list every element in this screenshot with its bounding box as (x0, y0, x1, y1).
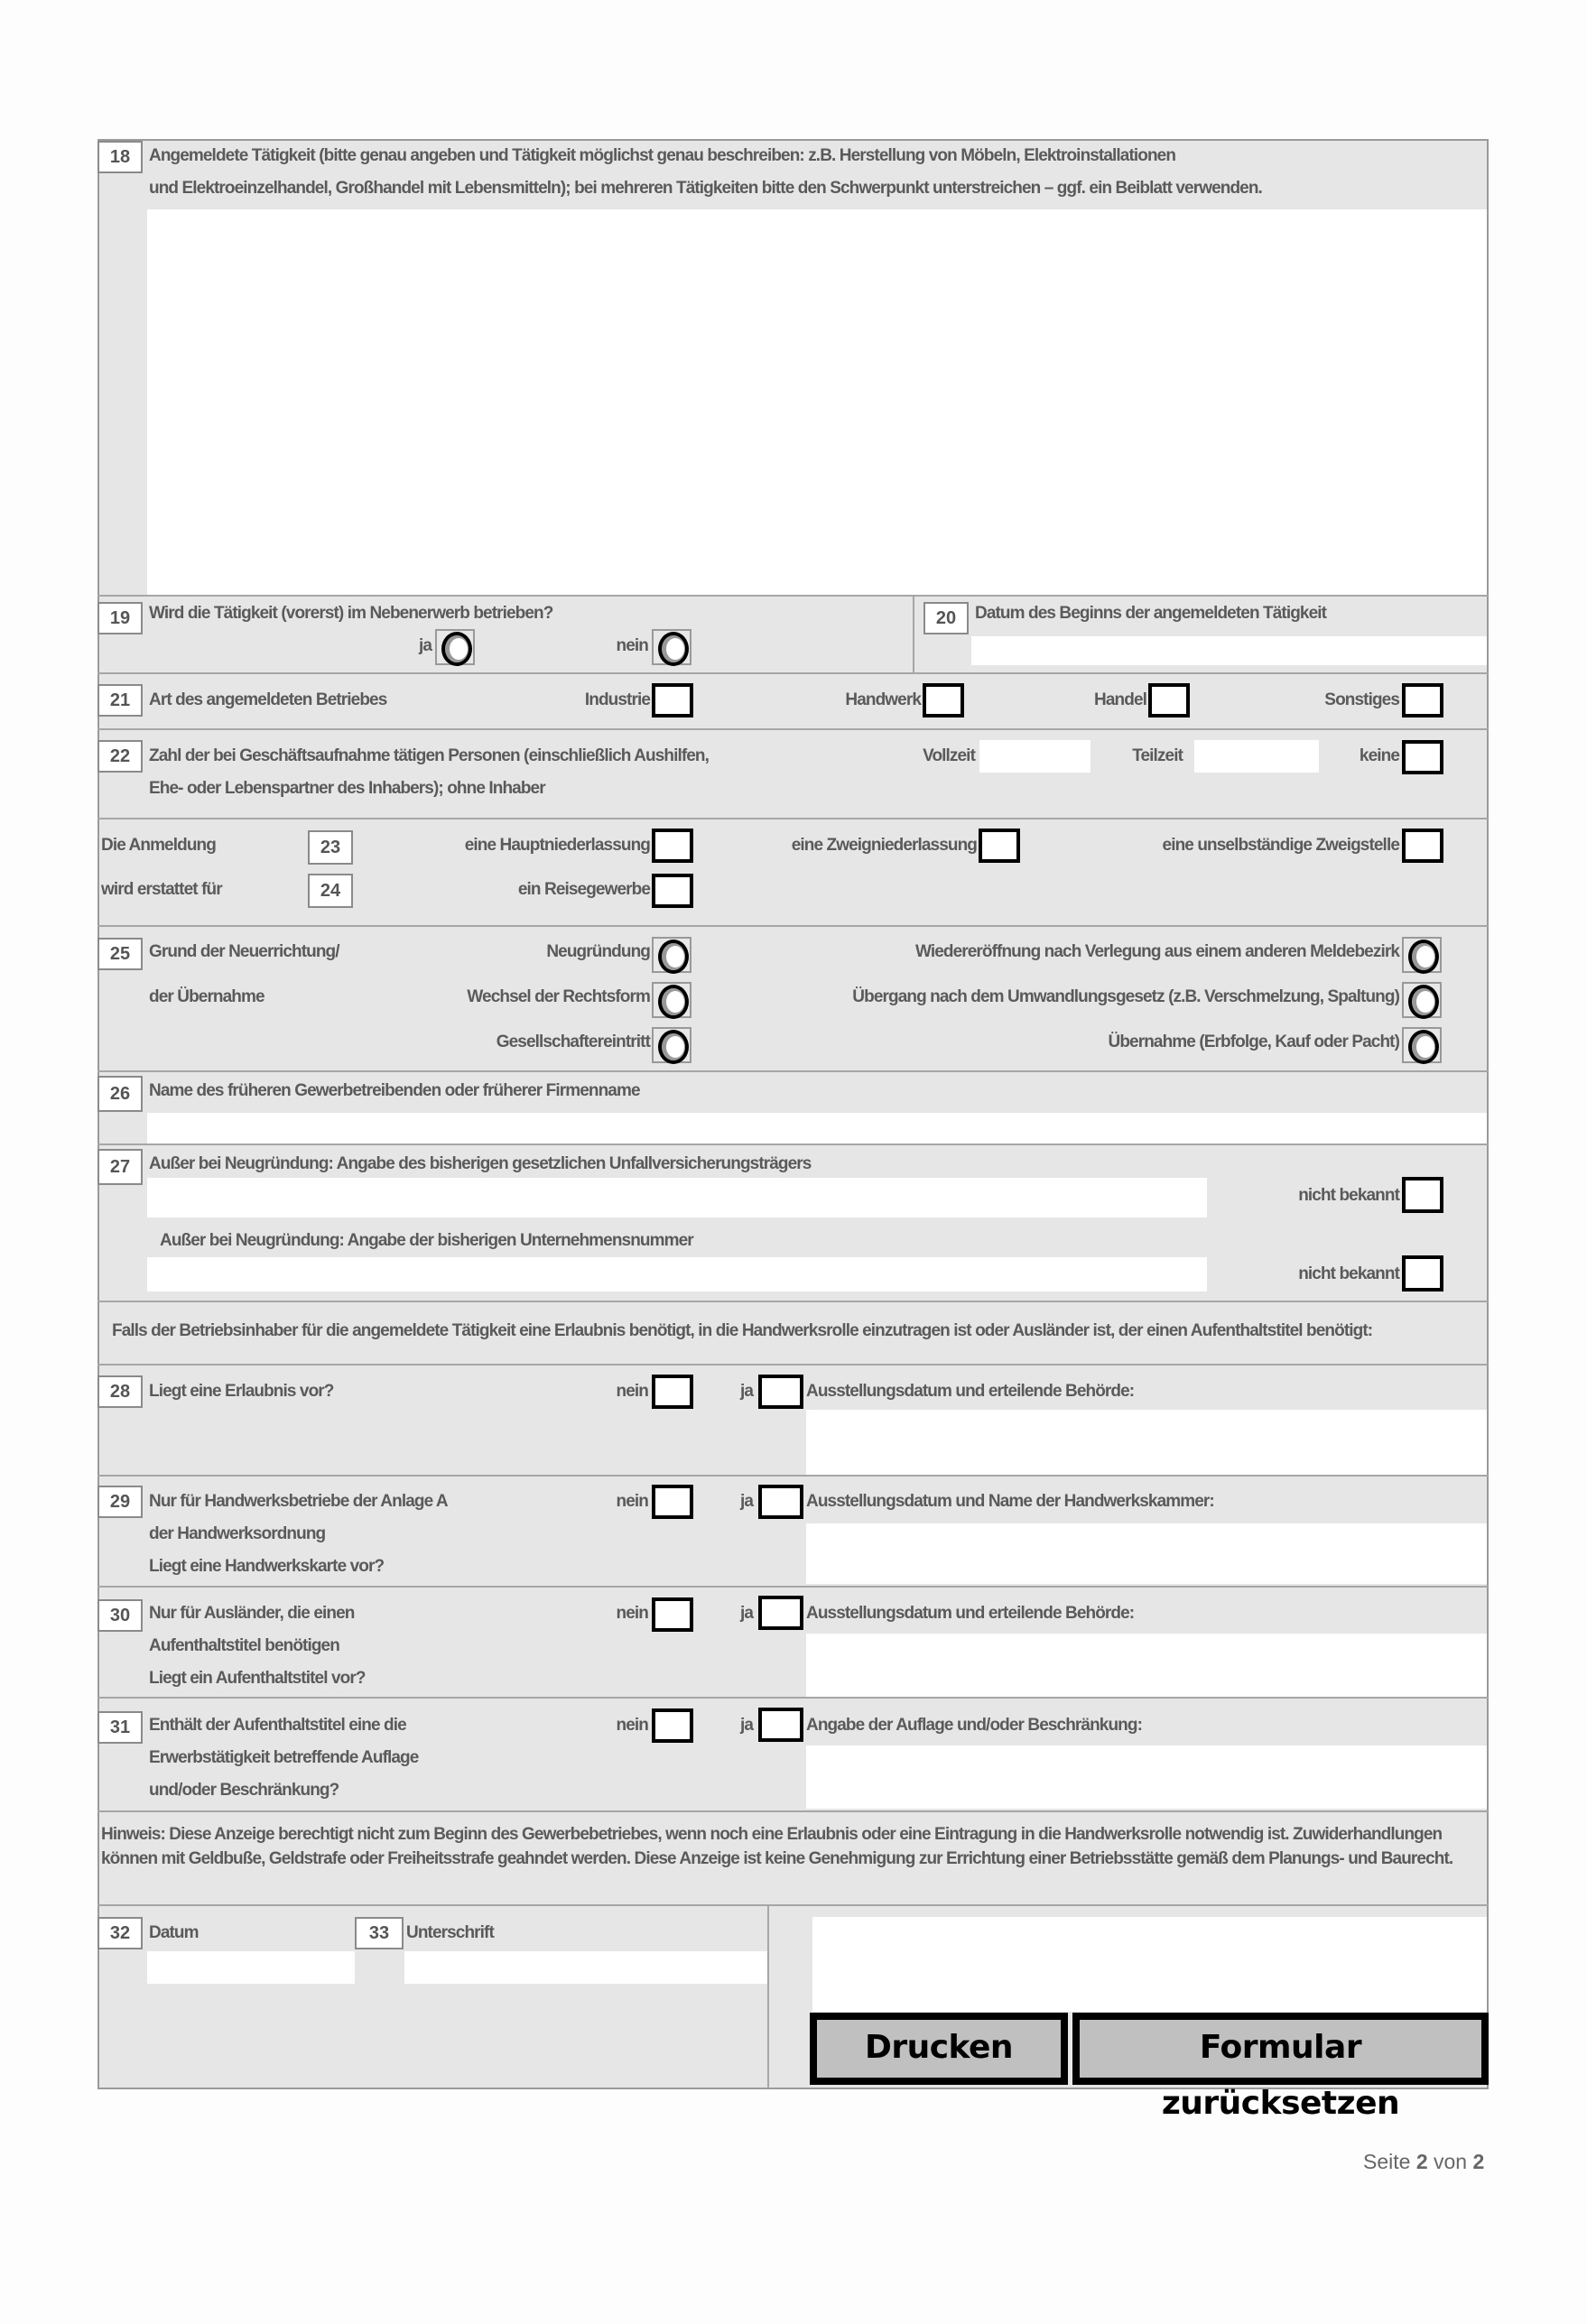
no-label: nein (616, 1382, 648, 1401)
previous-name-label: Name des früheren Gewerbetreibenden oder früherer Firmenname (149, 1081, 640, 1100)
craft-label-line2: der Handwerksordnung (149, 1524, 326, 1543)
checkbox-handel[interactable] (1148, 683, 1190, 718)
date-input[interactable] (147, 1951, 355, 1984)
insurer-input[interactable] (147, 1178, 1207, 1218)
checkbox-residence-no[interactable] (652, 1597, 693, 1632)
radio-label-ja: ja (418, 636, 432, 655)
registration-label-line1: Die Anmeldung (101, 836, 216, 855)
checkbox-sonstiges[interactable] (1402, 683, 1443, 718)
radio-ja[interactable] (435, 629, 475, 665)
field-number-31: 31 (97, 1711, 143, 1744)
checkbox-label-sonstiges: Sonstiges (1324, 690, 1399, 709)
no-label: nein (616, 1716, 648, 1735)
yes-label: ja (740, 1604, 754, 1623)
company-number-input[interactable] (147, 1257, 1207, 1292)
registration-label-line2: wird erstattet für (101, 880, 222, 899)
checkbox-residence-yes[interactable] (758, 1596, 803, 1630)
activity-label-line1: Angemeldete Tätigkeit (bitte genau angeben und Tätigkeit möglichst genau beschreiben: z.B. Herstellung von Möbeln, Elektroinstallationen (149, 146, 1176, 165)
radio-label-uebernahme: Übernahme (Erbfolge, Kauf oder Pacht) (1108, 1032, 1399, 1051)
none-label: keine (1359, 746, 1399, 765)
permit-question: Liegt eine Erlaubnis vor? (149, 1382, 334, 1401)
reason-label-line2: der Übernahme (149, 987, 264, 1006)
craft-detail-label: Ausstellungsdatum und Name der Handwerkskammer: (806, 1492, 1214, 1511)
yes-label: ja (740, 1492, 754, 1511)
craft-label-line3: Liegt eine Handwerkskarte vor? (149, 1557, 385, 1576)
divider (97, 1364, 1489, 1366)
employees-label-line2: Ehe- oder Lebenspartner des Inhabers); ohne Inhaber (149, 779, 545, 798)
divider (97, 925, 1489, 927)
permit-detail-label: Ausstellungsdatum und erteilende Behörde: (806, 1382, 1135, 1401)
page-prefix: Seite (1363, 2150, 1411, 2173)
residence-label-line1: Nur für Ausländer, die einen (149, 1604, 355, 1623)
start-date-label: Datum des Beginns der angemeldeten Tätigkeit (975, 604, 1327, 623)
divider (97, 818, 1489, 819)
reason-label-line1: Grund der Neuerrichtung/ (149, 942, 339, 961)
checkbox-keine[interactable] (1402, 740, 1443, 774)
activity-textarea[interactable] (147, 209, 1487, 595)
fulltime-label: Vollzeit (923, 746, 975, 765)
restriction-label-line1: Enthält der Aufenthaltstitel eine die (149, 1716, 406, 1735)
no-label: nein (616, 1604, 648, 1623)
residence-detail-label: Ausstellungsdatum und erteilende Behörde: (806, 1604, 1135, 1623)
signature-label: Unterschrift (406, 1923, 494, 1942)
checkbox-label-industrie: Industrie (584, 690, 650, 709)
field-number-30: 30 (97, 1599, 143, 1632)
reset-form-button[interactable]: Formular zurücksetzen (1072, 2013, 1489, 2085)
activity-label-line2: und Elektroeinzelhandel, Großhandel mit Lebensmitteln); bei mehreren Tätigkeiten bitte den Schwerpunkt unterstreichen – ggf. ein Beiblatt verwenden. (149, 179, 1262, 198)
parttime-label: Teilzeit (1132, 746, 1183, 765)
checkbox-permit-no[interactable] (652, 1375, 693, 1409)
divider (97, 1810, 1489, 1812)
craft-label-line1: Nur für Handwerksbetriebe der Anlage A (149, 1492, 448, 1511)
field-number-26: 26 (97, 1076, 143, 1112)
total-pages: 2 (1472, 2150, 1485, 2173)
radio-nein[interactable] (652, 629, 691, 665)
company-number-label: Außer bei Neugründung: Angabe der bisherigen Unternehmensnummer (160, 1231, 693, 1250)
divider (97, 1070, 1489, 1072)
permit-intro-text: Falls der Betriebsinhaber für die angemeldete Tätigkeit eine Erlaubnis benötigt, in die Handwerksrolle einzutragen ist oder Ausländer ist, der einen Aufenthaltstitel benötigt: (112, 1321, 1373, 1340)
checkbox-craft-yes[interactable] (758, 1485, 803, 1519)
field-number-28: 28 (97, 1375, 143, 1408)
radio-uebernahme[interactable] (1402, 1027, 1442, 1063)
company-number-unknown-label: nicht bekannt (1298, 1264, 1399, 1283)
divider (97, 1697, 1489, 1699)
craft-detail-input[interactable] (806, 1523, 1487, 1584)
restriction-detail-label: Angabe der Auflage und/oder Beschränkung: (806, 1716, 1142, 1735)
field-number-22: 22 (97, 740, 143, 773)
residence-label-line3: Liegt ein Aufenthaltstitel vor? (149, 1669, 366, 1688)
radio-wiedereroeffnung[interactable] (1402, 937, 1442, 973)
yes-label: ja (740, 1382, 754, 1401)
checkbox-label-hauptniederlassung: eine Hauptniederlassung (464, 836, 650, 855)
checkbox-restriction-yes[interactable] (758, 1708, 803, 1742)
radio-umwandlung[interactable] (1402, 982, 1442, 1018)
checkbox-restriction-no[interactable] (652, 1708, 693, 1743)
divider (97, 1904, 1489, 1906)
divider (97, 728, 1489, 730)
checkbox-permit-yes[interactable] (758, 1375, 803, 1409)
radio-label-umwandlung: Übergang nach dem Umwandlungsgesetz (z.B. Verschmelzung, Spaltung) (852, 987, 1399, 1006)
checkbox-label-handel: Handel (1094, 690, 1146, 709)
yes-label: ja (740, 1716, 754, 1735)
vertical-divider (913, 597, 914, 672)
divider (97, 1143, 1489, 1145)
restriction-label-line3: und/oder Beschränkung? (149, 1781, 339, 1800)
date-label: Datum (149, 1923, 199, 1942)
radio-gesellschaftereintritt[interactable] (652, 1027, 691, 1063)
page-indicator (1363, 2150, 1484, 2174)
residence-label-line2: Aufenthaltstitel benötigen (149, 1636, 339, 1655)
page-middle: von (1434, 2150, 1468, 2173)
part-time-question: Wird die Tätigkeit (vorerst) im Nebenerwerb betrieben? (149, 604, 553, 623)
checkbox-label-unselbstaendige-zweigstelle: eine unselbständige Zweigstelle (1162, 836, 1399, 855)
vertical-divider (767, 1906, 769, 2088)
current-page: 2 (1415, 2150, 1428, 2173)
checkbox-unselbstaendige-zweigstelle[interactable] (1402, 829, 1443, 863)
restriction-label-line2: Erwerbstätigkeit betreffende Auflage (149, 1748, 419, 1767)
checkbox-label-zweigniederlassung: eine Zweigniederlassung (791, 836, 977, 855)
start-date-input[interactable] (971, 636, 1487, 665)
field-number-24: 24 (308, 874, 353, 908)
checkbox-handwerk[interactable] (923, 683, 964, 718)
insurer-unknown-label: nicht bekannt (1298, 1186, 1399, 1205)
checkbox-reisegewerbe[interactable] (652, 874, 693, 908)
field-number-33: 33 (355, 1917, 404, 1949)
checkbox-label-handwerk: Handwerk (845, 690, 921, 709)
checkbox-insurer-unknown[interactable] (1402, 1177, 1443, 1213)
permit-detail-input[interactable] (806, 1410, 1487, 1475)
field-number-32: 32 (97, 1917, 143, 1949)
radio-label-gesellschaftereintritt: Gesellschaftereintritt (496, 1032, 650, 1051)
employees-label-line1: Zahl der bei Geschäftsaufnahme tätigen Personen (einschließlich Aushilfen, (149, 746, 710, 765)
print-button[interactable]: Drucken (810, 2013, 1068, 2085)
legal-hint: Hinweis: Diese Anzeige berechtigt nicht zum Beginn des Gewerbebetriebes, wenn noch eine Erlaubnis oder eine Eintragung in die Handwerksrolle notwendig ist. Zuwiderhandlungen können mit Geldbuße, Geldstrafe oder Freiheitsstrafe geahndet werden. Diese Anzeige ist keine Genehmigung zur Errichtung einer Betriebsstätte gemäß dem Planungs- und Baurecht. (101, 1825, 1453, 1868)
checkbox-craft-no[interactable] (652, 1485, 693, 1519)
stamp-area (812, 1917, 1487, 2012)
restriction-detail-input[interactable] (806, 1745, 1487, 1809)
checkbox-industrie[interactable] (652, 683, 693, 718)
previous-name-input[interactable] (147, 1113, 1487, 1143)
checkbox-hauptniederlassung[interactable] (652, 829, 693, 863)
field-number-19: 19 (97, 602, 143, 634)
radio-label-wiedereroeffnung: Wiedereröffnung nach Verlegung aus einem anderen Meldebezirk (914, 942, 1399, 961)
field-number-27: 27 (97, 1149, 143, 1185)
field-number-25: 25 (97, 938, 143, 970)
residence-detail-input[interactable] (806, 1634, 1487, 1697)
divider (97, 672, 1489, 674)
field-number-23: 23 (308, 830, 353, 865)
radio-neugruendung[interactable] (652, 937, 691, 973)
field-number-21: 21 (97, 684, 143, 717)
insurer-label: Außer bei Neugründung: Angabe des bisherigen gesetzlichen Unfallversicherungsträgers (149, 1154, 812, 1173)
checkbox-zweigniederlassung[interactable] (979, 829, 1020, 863)
radio-label-rechtsformwechsel: Wechsel der Rechtsform (467, 987, 650, 1006)
checkbox-company-number-unknown[interactable] (1402, 1255, 1443, 1292)
signature-input[interactable] (404, 1951, 767, 1984)
checkbox-label-reisegewerbe: ein Reisegewerbe (517, 880, 650, 899)
field-number-29: 29 (97, 1486, 143, 1518)
no-label: nein (616, 1492, 648, 1511)
divider (97, 595, 1489, 597)
radio-label-neugruendung: Neugründung (546, 942, 650, 961)
radio-rechtsformwechsel[interactable] (652, 982, 691, 1018)
divider (97, 1301, 1489, 1302)
field-number-20: 20 (923, 602, 969, 634)
divider (97, 1475, 1489, 1477)
business-type-label: Art des angemeldeten Betriebes (149, 690, 387, 709)
radio-label-nein: nein (616, 636, 648, 655)
field-number-18: 18 (97, 141, 143, 173)
divider (97, 1586, 1489, 1588)
